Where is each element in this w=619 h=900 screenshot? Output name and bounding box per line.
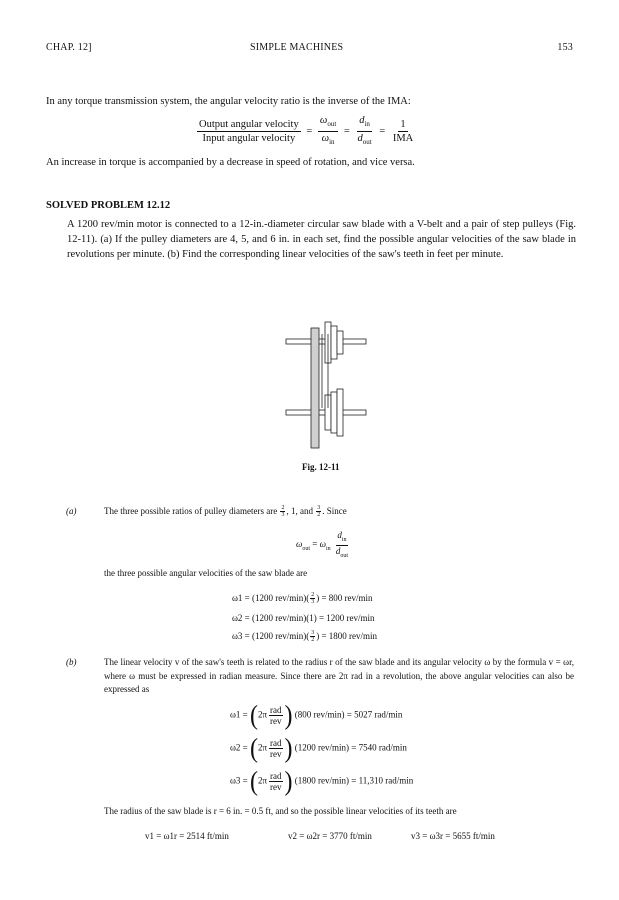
part-b-text: The linear velocity v of the saw's teeth is related to the radius r of the saw blade and its angular velocity ω by the formula v = ωr, where ω must be expressed in radian measure. Since there are 2π rad in a revolution, the above angular velocities can also be expressed as bbox=[104, 657, 574, 694]
saw-blade bbox=[311, 328, 319, 448]
problem-heading: SOLVED PROBLEM 12.12 bbox=[46, 200, 171, 211]
ima-fraction bbox=[391, 118, 415, 145]
top-pulley-small bbox=[337, 331, 343, 354]
bottom-pulley-medium bbox=[331, 392, 337, 433]
omega1-rad: ω1 = (2π $\frac{\text{rad}}{\text{rev}}$ ) (800 rev/min) = 5027 rad/min bbox=[230, 700, 403, 731]
omega3-rad: ω3 = (2π $\frac{\text{rad}}{\text{rev}}$ ) (1800 rev/min) = 11,310 rad/min bbox=[230, 766, 414, 797]
v2-result: v2 = ω2r = 3770 ft/min bbox=[288, 831, 372, 841]
running-title: SIMPLE MACHINES bbox=[250, 42, 344, 53]
top-pulley-medium bbox=[331, 326, 337, 359]
intro-sentence: In any torque transmission system, the angular velocity ratio is the inverse of the IMA: bbox=[46, 96, 411, 107]
omega2-rpm: ω2 = (1200 rev/min)(1) = 1200 rev/min bbox=[232, 613, 375, 623]
part-a-formula bbox=[296, 530, 351, 561]
d-out: $d_{out}$ bbox=[357, 133, 372, 147]
omega1-rpm: ω1 = (1200 rev/min)( $\frac{2}{3}$ ) = 800 rev/min bbox=[232, 592, 373, 606]
chapter-label: CHAP. 12] bbox=[46, 42, 92, 53]
formula-lhs: $\omega_{out} = \omega_{in}$ bbox=[296, 539, 331, 553]
part-b-label: (b) bbox=[66, 657, 77, 667]
equals-3: = bbox=[379, 126, 386, 137]
omega2-rad: ω2 = (2π $\frac{\text{rad}}{\text{rev}}$ ) (1200 rev/min) = 7540 rad/min bbox=[230, 733, 407, 764]
omega-out: $\omega_{out}$ bbox=[318, 114, 338, 132]
equals-2: = bbox=[343, 126, 350, 137]
figure-caption: Fig. 12-11 bbox=[302, 462, 340, 472]
words-denominator: Input angular velocity bbox=[202, 133, 296, 145]
equals-1: = bbox=[306, 126, 313, 137]
step-pulley-figure bbox=[280, 320, 370, 455]
omega-in: $\omega_{in}$ bbox=[321, 133, 335, 147]
v1-result: v1 = ω1r = 2514 ft/min bbox=[145, 831, 229, 841]
intro-after: An increase in torque is accompanied by a decrease in speed of rotation, and vice versa. bbox=[46, 157, 415, 168]
radius-text: The radius of the saw blade is r = 6 in. = 0.5 ft, and so the possible linear velocities of its teeth are bbox=[104, 806, 457, 816]
omega3-rpm: ω3 = (1200 rev/min)( $\frac{3}{2}$ ) = 1800 rev/min bbox=[232, 630, 378, 644]
diameter-fraction bbox=[355, 114, 373, 149]
part-a-label: (a) bbox=[66, 506, 77, 516]
part-a-lead: The three possible ratios of pulley diameters are $\frac{2}{3}$ , 1, and $\frac{3}{2}$ . Since bbox=[104, 505, 347, 519]
page-number: 153 bbox=[557, 42, 573, 53]
one: 1 bbox=[400, 119, 406, 131]
problem-statement: A 1200 rev/min motor is connected to a 12-in.-diameter circular saw blade with a V-belt and a pair of step pulleys (Fig. 12-11). (a) If the pulley diameters are 4, 5, and 6 in. in each set, find the possible angular velocities of the saw blade in revolutions per minute. (b) Find the corresponding linear velocities of the saw's teeth in feet per minute. bbox=[67, 219, 576, 260]
words-fraction bbox=[197, 118, 301, 145]
omega-fraction bbox=[318, 114, 338, 149]
formula-fraction: $\frac{d_{in}}{d_{out}}$ bbox=[335, 530, 349, 559]
velocity-ratio-equation bbox=[194, 114, 418, 149]
bottom-pulley-large bbox=[337, 389, 343, 436]
words-numerator: Output angular velocity bbox=[199, 119, 299, 131]
ima: IMA bbox=[392, 133, 414, 145]
part-a-then: the three possible angular velocities of the saw blade are bbox=[104, 568, 308, 578]
v3-result: v3 = ω3r = 5655 ft/min bbox=[411, 831, 495, 841]
d-in: $d_{in}$ bbox=[357, 114, 372, 132]
